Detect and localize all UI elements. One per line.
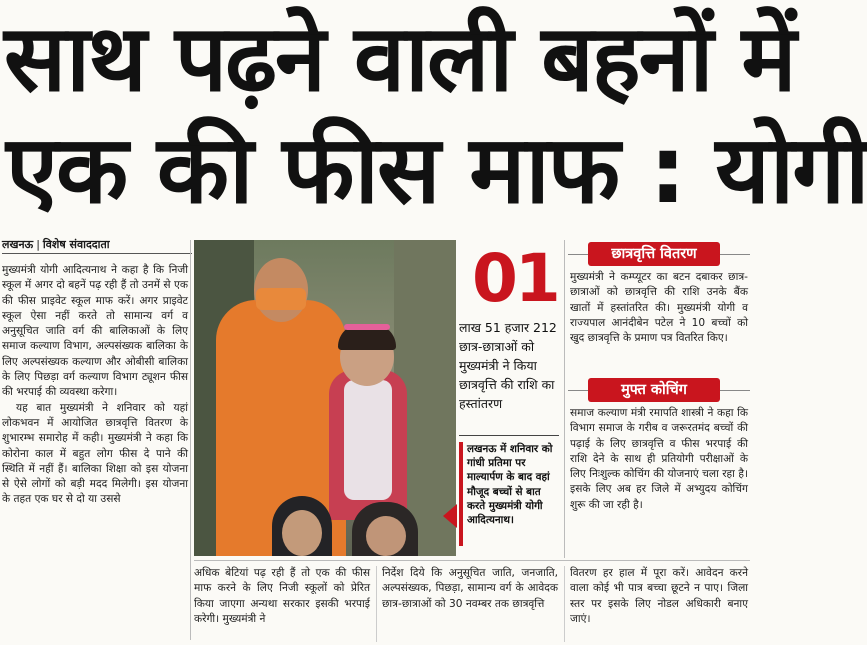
article-paragraph: वितरण हर हाल में पूरा करें। आवेदन करने वाला कोई भी पात्र बच्चा छूटने न पाए। जिला स्तर पर इसके लिए नोडल अधिकारी बनाए जाएं। xyxy=(570,567,748,625)
photo-foreground-face xyxy=(282,510,322,556)
highlight-text: लाख 51 हजार 212 छात्र-छात्राओं को मुख्यमंत्री ने किया छात्रवृत्ति की राशि का हस्तांतरण xyxy=(459,318,559,436)
section-rule xyxy=(720,254,750,255)
news-photo xyxy=(194,240,456,556)
sidebar-text-free-coaching xyxy=(570,406,748,558)
article-paragraph: अधिक बेटियां पढ़ रही हैं तो एक की फीस माफ करने के लिए निजी स्कूलों को प्रेरित किया जाएगा अन्यथा सरकार इसकी भरपाई करेगी। मुख्यमंत्री ने xyxy=(194,567,370,625)
section-rule xyxy=(720,390,750,391)
article-column-left xyxy=(2,263,188,639)
bottom-divider xyxy=(194,560,750,561)
column-divider xyxy=(190,240,191,640)
byline-separator: | xyxy=(36,238,40,251)
article-paragraph: यह बात मुख्यमंत्री ने शनिवार को यहां लोकभवन में आयोजित छात्रवृत्ति वितरण के शुभारम्भ समारोह में कही। मुख्यमंत्री ने कहा कि कोरोना काल में बहुत लोग फीस दे पाने की स्थिति में नहीं हैं। बालिका शिक्षा को इस योजना से ऐसे लोगों को बड़ी मदद मिलेगी। इस योजना के तहत एक घर से दो या उससे xyxy=(2,401,188,506)
section-heading-scholarship: छात्रवृत्ति वितरण xyxy=(588,242,720,266)
sidebar-paragraph: समाज कल्याण मंत्री रमापति शास्त्री ने कहा कि विभाग समाज के गरीब व जरूरतमंद बच्चों की पढ़ाई के लिए छात्रवृत्ति व फीस भरपाई की राशि देने के साथ ही प्रतियोगी परीक्षाओं के लिए निःशुल्क कोचिंग की योजनाएं चला रहा है। इसके लिए अब हर जिले में अभ्युदय कोचिंग शुरू की जा रही है। xyxy=(570,407,748,511)
sidebar-text-scholarship xyxy=(570,270,748,376)
headline-line-2: एक की फीस माफ : योगी xyxy=(6,116,867,225)
headline-line-1: साथ पढ़ने वाली बहनों में xyxy=(4,5,795,112)
column-divider xyxy=(376,566,377,642)
photo-caption: लखनऊ में शनिवार को गांधी प्रतिमा पर माल्यार्पण के बाद वहां मौजूद बच्चों से बात करते मुख्यमंत्री योगी आदित्यनाथ। xyxy=(459,442,559,546)
section-rule xyxy=(568,254,588,255)
photo-man-mask xyxy=(256,288,306,310)
section-heading-free-coaching: मुफ्त कोचिंग xyxy=(588,378,720,402)
photo-girl-hairband xyxy=(344,324,390,330)
column-divider xyxy=(564,240,565,558)
article-column-bottom-3 xyxy=(570,566,748,642)
byline-city: लखनऊ xyxy=(2,238,34,251)
photo-girl-shirt xyxy=(344,380,392,500)
sidebar-paragraph: मुख्यमंत्री ने कम्प्यूटर का बटन दबाकर छात्र-छात्राओं को छात्रवृत्ति की राशि उनके बैंक खातों में हस्तांतरित की। मुख्यमंत्री योगी व राज्यपाल आनंदीबेन पटेल ने 10 बच्चों को खुद छात्रवृत्ति के प्रमाण पत्र वितरित किए। xyxy=(570,271,748,345)
photo-foreground-face xyxy=(366,516,406,556)
article-paragraph: मुख्यमंत्री योगी आदित्यनाथ ने कहा है कि निजी स्कूल में अगर दो बहनें पढ़ रही हैं तो उनमें से एक की फीस प्राइवेट स्कूल माफ करें। अगर प्राइवेट स्कूल ऐसा नहीं करते तो सामान्य वर्ग व अनुसूचित जाति वर्ग की बालिकाओं के लिए समाज कल्याण विभाग, अल्पसंख्यक बालिका के लिए अल्पसंख्यक कल्याण और ओबीसी बालिका के लिए पिछड़ा वर्ग कल्याण विभाग ट्यूशन फीस की भरपाई की व्यवस्था करेगा। xyxy=(2,264,188,399)
article-column-bottom-1 xyxy=(194,566,370,642)
article-paragraph: निर्देश दिये कि अनुसूचित जाति, जनजाति, अल्पसंख्यक, पिछड़ा, सामान्य वर्ग के आवेदक छात्र-छात्राओं को 30 नवम्बर तक छात्रवृत्ति xyxy=(382,567,558,610)
caption-pointer-icon xyxy=(443,504,457,528)
byline-reporter: विशेष संवाददाता xyxy=(42,238,110,251)
article-column-bottom-2 xyxy=(382,566,558,642)
byline xyxy=(2,236,192,254)
highlight-number: 01 xyxy=(472,240,558,317)
section-rule xyxy=(568,390,588,391)
column-divider xyxy=(564,566,565,642)
